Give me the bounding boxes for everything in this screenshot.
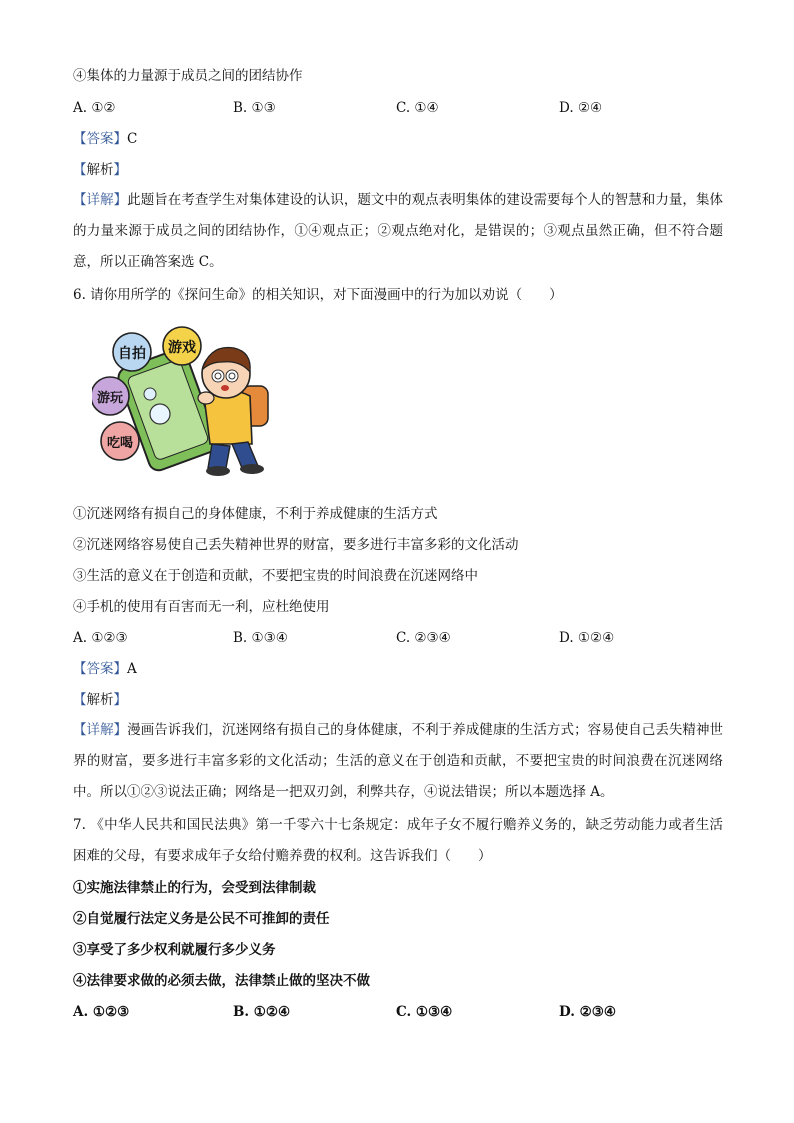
bubble-eat [101,422,139,460]
q7-options [73,1003,733,1021]
q5-answer [73,130,137,148]
bubble-selfie [113,333,151,371]
q7-statement-3: ③享受了多少权利就履行多少义务 [73,942,276,958]
q5-detail-text: 此题旨在考查学生对集体建设的认识，题文中的观点表明集体的建设需要每个人的智慧和力量，集体的力量来源于成员之间的团结协作，①④观点正；②观点绝对化，是错误的；③观点虽然正确，但不符合题意，所以正确答案选 C。 [73,192,724,270]
q6-option-d: D. ①②④ [559,630,615,646]
q5-statement-4: ④集体的力量源于成员之间的团结协作 [73,68,303,84]
q6-options [73,629,733,647]
q6-answer-value: A [127,661,137,677]
cartoon-word-game: 游戏 [168,340,196,356]
cartoon-word-selfie: 自拍 [118,346,146,362]
q5-option-d: D. ②④ [559,100,603,116]
q6-option-b: B. ①③④ [233,630,288,646]
q5-answer-value: C [127,131,138,147]
q6-statement-2: ②沉迷网络容易使自己丢失精神世界的财富，要多进行丰富多彩的文化活动 [73,537,519,553]
q6-detail-text: 漫画告诉我们，沉迷网络有损自己的身体健康，不利于养成健康的生活方式；容易使自己丢失精神世界的财富，要多进行丰富多彩的文化活动；生活的意义在于创造和贡献，不要把宝贵的时间浪费在沉迷网络中。所以①②③说法正确；网络是一把双刃剑，利弊共存，④说法错误；所以本题选择 A。 [73,722,724,800]
cartoon-illustration [92,326,282,478]
q5-detail-tag: 【详解】 [73,192,128,208]
q7-option-a: A. ①②③ [73,1004,130,1020]
q6-answer [73,660,137,678]
q5-option-b: B. ①③ [233,100,276,116]
bubble-game [163,327,201,365]
q6-detail [73,715,723,808]
q7-stem: 7. 《中华人民共和国民法典》第一千零六十七条规定：成年子女不履行赡养义务的，缺乏劳动能力或者生活困难的父母，有要求成年子女给付赡养费的权利。这告诉我们（ ） [73,817,723,864]
q6-option-a: A. ①②③ [73,630,128,646]
q6-statement-1: ①沉迷网络有损自己的身体健康，不利于养成健康的生活方式 [73,506,438,522]
bubble-travel [92,377,129,415]
q6-answer-tag: 【答案】 [73,661,127,677]
q7-statement-4: ④法律要求做的必须去做，法律禁止做的坚决不做 [73,973,370,989]
q5-options [73,99,733,117]
q7-statement-2: ②自觉履行法定义务是公民不可推卸的责任 [73,911,330,927]
q6-statement-3: ③生活的意义在于创造和贡献，不要把宝贵的时间浪费在沉迷网络中 [73,568,478,584]
q5-option-a: A. ①② [73,100,116,116]
q6-statement-4: ④手机的使用有百害而无一利，应杜绝使用 [73,599,330,615]
q7-option-d: D. ②③④ [559,1004,616,1020]
boy-figure [198,347,268,476]
q5-option-c: C. ①④ [396,100,439,116]
q5-detail [73,185,723,278]
cartoon-word-travel: 游玩 [96,391,124,406]
q6-detail-tag: 【详解】 [73,722,128,738]
q6-stem: 6. 请你用所学的《探问生命》的相关知识，对下面漫画中的行为加以劝说（ ） [73,287,563,303]
q5-answer-tag: 【答案】 [73,131,127,147]
q6-analysis-heading: 【解析】 [73,692,127,708]
q5-analysis-heading: 【解析】 [73,162,127,178]
q7-option-b: B. ①②④ [233,1004,291,1020]
q7-statement-1: ①实施法律禁止的行为，会受到法律制裁 [73,880,316,896]
cartoon-word-eat: 吃喝 [106,436,134,451]
q6-option-c: C. ②③④ [396,630,451,646]
q7-option-c: C. ①③④ [396,1004,453,1020]
